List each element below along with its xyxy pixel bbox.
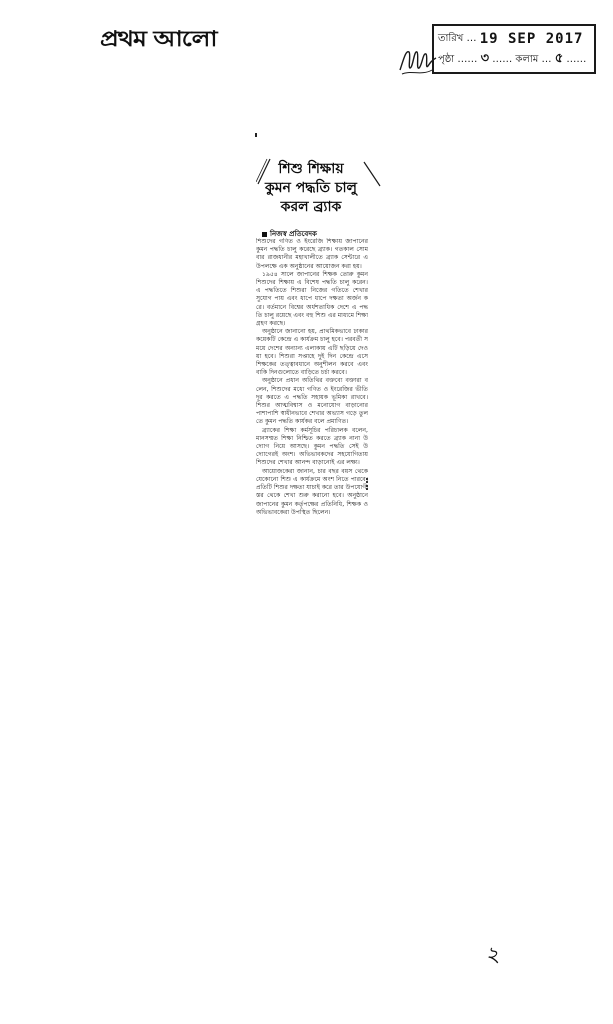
bullet-square-icon (262, 232, 267, 237)
article-body (256, 238, 368, 704)
headline-line-3: করল ব্র্যাক (280, 199, 342, 215)
stamp-column-label: কলাম (515, 54, 539, 65)
article-paragraph-2: ১৯৫৪ সালে জাপানের শিক্ষক তোরু কুমন শিশুদের শিক্ষায় এ বিশেষ পদ্ধতি চালু করেন। এ পদ্ধতিতে শিশুরা নিজের গতিতে শেখার সুযোগ পায় এবং ধাপে ধাপে দক্ষতা অর্জন করে। বর্তমানে বিশ্বের অর্ধশতাধিক দেশে এ পদ্ধতি চালু রয়েছে এবং বহু শিশু এর মাধ্যমে শিক্ষা গ্রহণ করছে। (256, 270, 368, 328)
stamp-date-label: তারিখ (438, 33, 464, 44)
stamp-date: 19 SEP 2017 (479, 31, 584, 47)
date-stamp (432, 24, 596, 74)
headline-line-1: শিশু শিক্ষায় (278, 161, 344, 177)
stamp-page-value: ৩ (480, 51, 490, 66)
article-headline (252, 160, 370, 217)
masthead: প্রথম আলো (100, 26, 217, 51)
stray-mark (255, 133, 257, 137)
handwritten-page-number: ২ (482, 941, 502, 970)
margin-mark (366, 478, 370, 490)
headline-line-2: কুমন পদ্ধতি চালু (264, 180, 357, 196)
stamp-page-row: পৃষ্ঠা …… ৩ …… কলাম … ৫ …… (438, 51, 587, 66)
stamp-page-label: পৃষ্ঠা (438, 54, 455, 65)
article-paragraph-6: আয়োজকেরা জানান, চার বছর বয়স থেকে যেকোনো শিশু এ কার্যক্রমে অংশ নিতে পারবে। প্রতিটি শিশুর দক্ষতা যাচাই করে তার উপযোগী স্তর থেকে শেখা শুরু করানো হবে। অনুষ্ঠানে জাপানের কুমন কর্তৃপক্ষের প্রতিনিধি, শিক্ষক ও অভিভাবকেরা উপস্থিত ছিলেন। (256, 467, 368, 516)
stamp-column-value: ৫ (554, 51, 564, 66)
article-paragraph-1: শিশুদের গণিত ও ইংরেজি শিক্ষায় জাপানের কুমন পদ্ধতি চালু করেছে ব্র্যাক। গতকাল সোমবার রাজধানীর মহাখালীতে ব্র্যাক সেন্টারে এ উপলক্ষে এক অনুষ্ঠানের আয়োজন করা হয়। (256, 238, 368, 270)
stamp-date-row: তারিখ … 19 SEP 2017 (438, 31, 584, 47)
article-paragraph-3: অনুষ্ঠানে জানানো হয়, প্রাথমিকভাবে ঢাকার কয়েকটি কেন্দ্রে এ কার্যক্রম চালু হবে। পরবর্তী সময়ে দেশের অন্যান্য এলাকায় এটি ছড়িয়ে দেওয়া হবে। শিশুরা সপ্তাহে দুই দিন কেন্দ্রে এসে শিক্ষকের তত্ত্বাবধানে অনুশীলন করবে এবং বাকি দিনগুলোতে বাড়িতে চর্চা করবে। (256, 328, 368, 377)
article-paragraph-4: অনুষ্ঠানে প্রধান অতিথির বক্তব্যে বক্তারা বলেন, শিশুদের মধ্যে গণিত ও ইংরেজির ভীতি দূর করতে এ পদ্ধতি সহায়ক ভূমিকা রাখবে। শিশুর আত্মবিশ্বাস ও মনোযোগ বাড়ানোর পাশাপাশি স্বাধীনভাবে শেখার অভ্যাস গড়ে তুলতে কুমন পদ্ধতি কার্যকর বলে প্রমাণিত। (256, 377, 368, 426)
byline-text: নিজস্ব প্রতিবেদক (270, 230, 317, 238)
article-paragraph-5: ব্র্যাকের শিক্ষা কর্মসূচির পরিচালক বলেন, মানসম্মত শিক্ষা নিশ্চিত করতে ব্র্যাক নানা উদ্যোগ নিয়ে আসছে। কুমন পদ্ধতি সেই উদ্যোগেরই অংশ। অভিভাবকদের সহযোগিতায় শিশুদের শেখার আনন্দ বাড়ানোই এর লক্ষ্য। (256, 426, 368, 467)
